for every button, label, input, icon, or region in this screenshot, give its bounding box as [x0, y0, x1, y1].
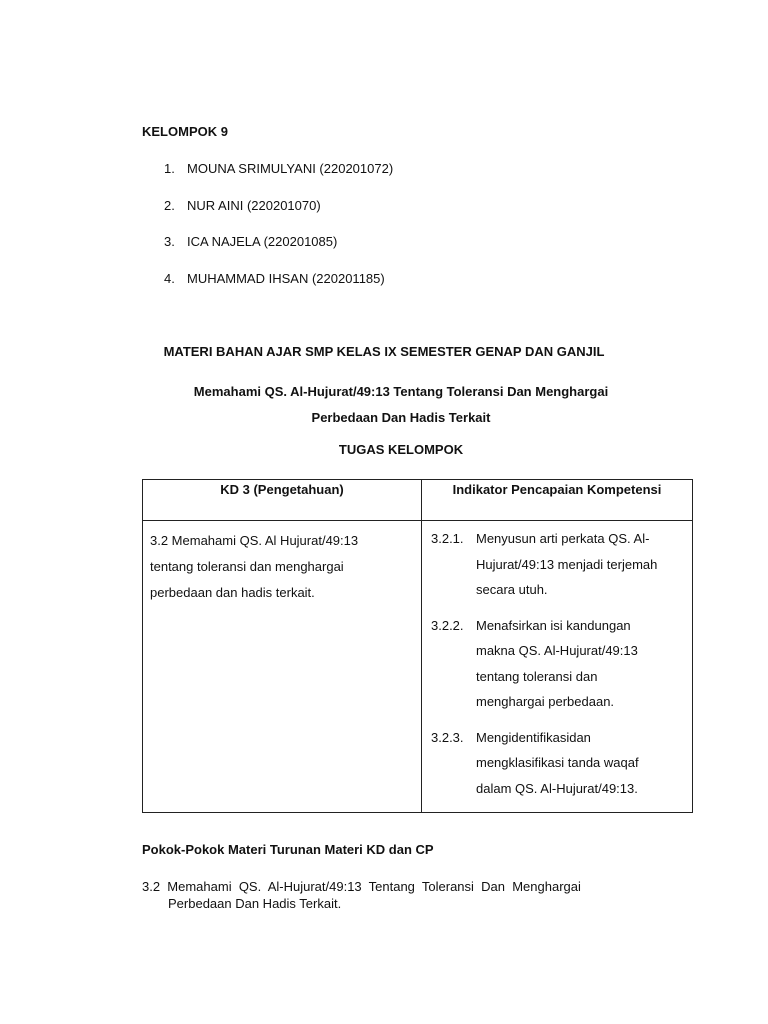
table-header-row: [143, 480, 693, 521]
member-name: MOUNA SRIMULYANI (220201072): [187, 161, 394, 176]
kd-column-header: KD 3 (Pengetahuan): [143, 480, 422, 521]
member-name: NUR AINI (220201070): [187, 197, 321, 213]
materi-heading: MATERI BAHAN AJAR SMP KELAS IX SEMESTER GENAP DAN GANJIL: [163, 344, 605, 359]
list-item: [164, 160, 393, 197]
task-heading: TUGAS KELOMPOK: [338, 442, 464, 457]
list-item: [164, 233, 393, 270]
indicator-line: Menafsirkan isi kandungan: [476, 617, 631, 633]
member-list: [164, 160, 393, 306]
indicator-item: [431, 725, 685, 802]
indicator-line: tentang toleransi dan: [476, 668, 598, 684]
indicator-line: secara utuh.: [476, 582, 548, 597]
indicator-line: Mengidentifikasidan: [476, 729, 591, 745]
pokok-line: 3.2 Memahami QS. Al-Hujurat/49:13 Tentang Toleransi Dan Menghargai: [142, 879, 581, 894]
list-item: [164, 270, 393, 307]
indicator-number: 3.2.3.: [431, 729, 464, 745]
list-number: 1.: [164, 161, 175, 176]
kd-line: 3.2 Memahami QS. Al Hujurat/49:13: [150, 533, 359, 548]
list-number: 4.: [164, 270, 175, 286]
pokok-heading: Pokok-Pokok Materi Turunan Materi KD dan CP: [142, 842, 434, 857]
indicator-line: dalam QS. Al-Hujurat/49:13.: [476, 780, 638, 796]
kd-line: perbedaan dan hadis terkait.: [150, 585, 315, 600]
indicator-number: 3.2.2.: [431, 617, 464, 633]
pokok-line: Perbedaan Dan Hadis Terkait.: [168, 896, 342, 911]
indicator-line: mengklasifikasi tanda waqaf: [476, 755, 639, 770]
indicator-item: [431, 613, 685, 715]
member-name: ICA NAJELA (220201085): [187, 234, 338, 249]
indicator-number: 3.2.1.: [431, 531, 464, 546]
topic-heading: [0, 379, 768, 431]
list-number: 3.: [164, 234, 175, 249]
list-item: [164, 197, 393, 234]
table-row: [143, 521, 693, 813]
indicator-line: Menyusun arti perkata QS. Al-: [476, 531, 650, 546]
group-title: KELOMPOK 9: [142, 124, 228, 139]
indicator-line: makna QS. Al-Hujurat/49:13: [476, 643, 638, 658]
member-name: MUHAMMAD IHSAN (220201185): [187, 270, 385, 286]
indicator-line: Hujurat/49:13 menjadi terjemah: [476, 556, 658, 572]
kd-cell: [143, 521, 422, 813]
topic-heading-line: Memahami QS. Al-Hujurat/49:13 Tentang Toleransi Dan Menghargai: [193, 384, 609, 399]
indicator-column-header: Indikator Pencapaian Kompetensi: [422, 480, 693, 521]
indicator-line: menghargai perbedaan.: [476, 694, 615, 709]
kd-table: [142, 479, 693, 813]
indicator-cell: [422, 521, 693, 813]
topic-heading-line: Perbedaan Dan Hadis Terkait: [311, 410, 491, 425]
kd-line: tentang toleransi dan menghargai: [150, 559, 344, 574]
pokok-paragraph: [142, 878, 661, 912]
indicator-item: [431, 526, 685, 603]
list-number: 2.: [164, 197, 175, 213]
